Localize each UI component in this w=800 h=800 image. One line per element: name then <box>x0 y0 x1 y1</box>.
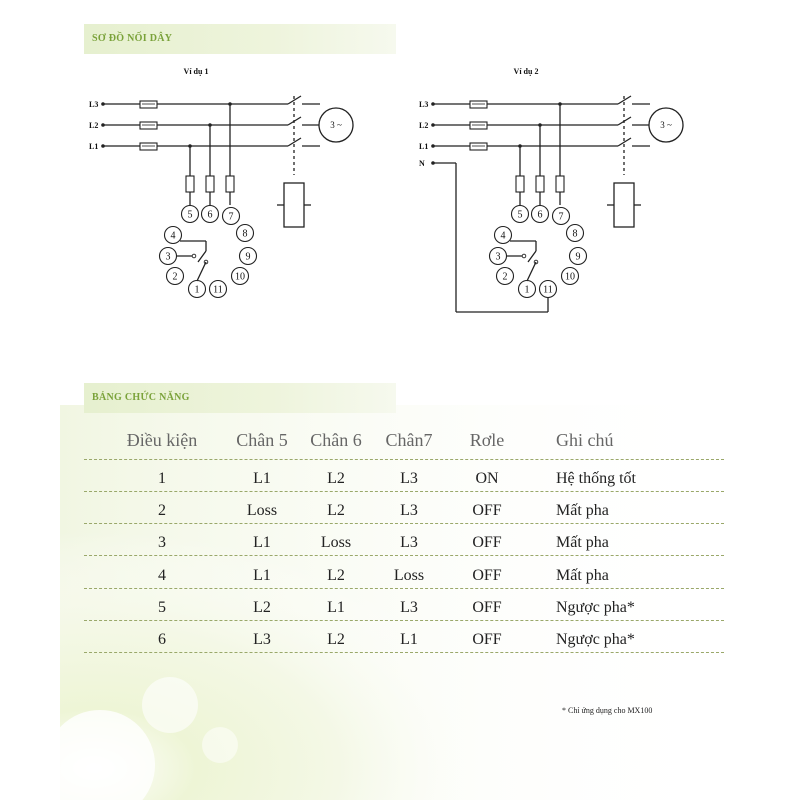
table-cell: L3 <box>400 502 418 520</box>
relay-contact-wire <box>527 262 536 281</box>
table-cell: L3 <box>400 470 418 487</box>
table-cell: Mất pha <box>556 534 609 552</box>
relay-pin-label: 10 <box>235 271 245 283</box>
wiring-diagram-example-2 <box>419 67 683 312</box>
line-label: L2 <box>89 121 99 130</box>
relay-pin-label: 4 <box>500 230 506 242</box>
table-header-cell: Rơle <box>469 430 505 450</box>
table-header-cell: Ghi chú <box>556 430 614 450</box>
table-header-cell: Chân7 <box>385 430 433 450</box>
table-cell: Mất pha <box>556 502 609 520</box>
relay-contact-wire <box>197 262 206 281</box>
table-cell: Loss <box>393 566 425 584</box>
table-row <box>84 460 734 492</box>
table-cell: L2 <box>327 502 345 520</box>
table-cell: 5 <box>158 598 166 616</box>
relay-pin-label: 5 <box>517 209 523 221</box>
diagram-title: Ví dụ 1 <box>183 67 209 76</box>
table-cell: L2 <box>327 470 345 487</box>
fuse <box>470 143 487 150</box>
table-header-cell: Chân 6 <box>310 430 362 450</box>
relay-pin-label: 10 <box>565 271 575 283</box>
relay-pin-label: 9 <box>575 251 581 263</box>
sense-fuse <box>186 176 194 192</box>
row-divider <box>84 652 724 653</box>
relay-coil <box>614 183 634 227</box>
relay-pin-label: 11 <box>543 284 553 296</box>
table-cell: L1 <box>253 566 271 584</box>
relay-pin-label: 7 <box>558 211 564 223</box>
table-cell: OFF <box>472 534 502 552</box>
table-cell: OFF <box>472 566 502 584</box>
table-header-cell: Chân 5 <box>236 430 288 450</box>
table-cell: 6 <box>158 631 166 648</box>
relay-pin-label: 9 <box>245 251 251 263</box>
sense-fuse <box>516 176 524 192</box>
table-cell: L2 <box>327 566 345 584</box>
contact-point <box>192 254 196 258</box>
fuse <box>470 101 487 108</box>
table-cell: L1 <box>253 534 271 552</box>
line-label: N <box>419 159 425 168</box>
table-cell: Mất pha <box>556 566 609 584</box>
table-cell: 1 <box>158 470 166 487</box>
table-cell: ON <box>475 470 499 487</box>
table-cell: L1 <box>327 598 345 616</box>
relay-pin-label: 6 <box>207 209 213 221</box>
table-cell: L2 <box>327 631 345 648</box>
sense-fuse <box>556 176 564 192</box>
table-cell: OFF <box>472 631 502 648</box>
relay-coil <box>284 183 304 227</box>
table-cell: L2 <box>253 598 271 616</box>
table-cell: OFF <box>472 598 502 616</box>
relay-pin-label: 2 <box>502 271 508 283</box>
table-cell: OFF <box>472 502 502 520</box>
function-table-title: BẢNG CHỨC NĂNG <box>92 392 190 403</box>
table-row <box>84 492 734 524</box>
relay-pin-label: 5 <box>187 209 193 221</box>
table-row <box>84 589 734 621</box>
table-cell: Ngược pha* <box>556 598 635 616</box>
table-cell: 3 <box>158 534 166 552</box>
diagram-title: Ví dụ 2 <box>513 67 539 76</box>
motor-label: 3 ~ <box>660 120 672 130</box>
table-cell: L1 <box>253 470 271 487</box>
wiring-diagrams <box>0 0 800 380</box>
sense-fuse <box>226 176 234 192</box>
footnote: * Chỉ ứng dụng cho MX100 <box>562 706 653 715</box>
sense-fuse <box>536 176 544 192</box>
fuse <box>140 143 157 150</box>
relay-pin-label: 1 <box>194 284 200 296</box>
relay-pin-label: 3 <box>165 251 171 263</box>
table-cell: L1 <box>400 631 418 648</box>
line-label: L1 <box>419 142 429 151</box>
table-cell: 2 <box>158 502 166 520</box>
line-label: L1 <box>89 142 99 151</box>
table-cell: Loss <box>246 502 278 520</box>
table-row <box>84 557 734 589</box>
fuse <box>470 122 487 129</box>
line-label: L3 <box>89 100 99 109</box>
table-cell: L3 <box>253 631 271 648</box>
wiring-diagram-example-1 <box>89 67 353 298</box>
table-row <box>84 621 734 653</box>
fuse <box>140 101 157 108</box>
wiring-diagram-title: SƠ ĐỒ NỐI DÂY <box>92 33 173 44</box>
relay-pin-label: 8 <box>242 228 248 240</box>
table-cell: Ngược pha* <box>556 631 635 648</box>
relay-pin-label: 3 <box>495 251 501 263</box>
table-cell: Loss <box>320 534 352 552</box>
table-cell: L3 <box>400 598 418 616</box>
table-header-cell: Điều kiện <box>126 430 198 450</box>
fuse <box>140 122 157 129</box>
table-cell: 4 <box>158 566 166 584</box>
relay-pin-label: 2 <box>172 271 178 283</box>
table-cell: Hệ thống tốt <box>556 470 636 487</box>
sense-fuse <box>206 176 214 192</box>
relay-pin-label: 6 <box>537 209 543 221</box>
table-cell: L3 <box>400 534 418 552</box>
line-label: L3 <box>419 100 429 109</box>
table-row <box>84 524 734 556</box>
line-label: L2 <box>419 121 429 130</box>
relay-pin-label: 8 <box>572 228 578 240</box>
relay-pin-label: 4 <box>170 230 176 242</box>
function-table-header <box>84 383 396 413</box>
relay-pin-label: 1 <box>524 284 530 296</box>
table-header-row <box>84 428 734 460</box>
motor-label: 3 ~ <box>330 120 342 130</box>
relay-pin-label: 11 <box>213 284 223 296</box>
relay-pin-label: 7 <box>228 211 234 223</box>
contact-point <box>522 254 526 258</box>
